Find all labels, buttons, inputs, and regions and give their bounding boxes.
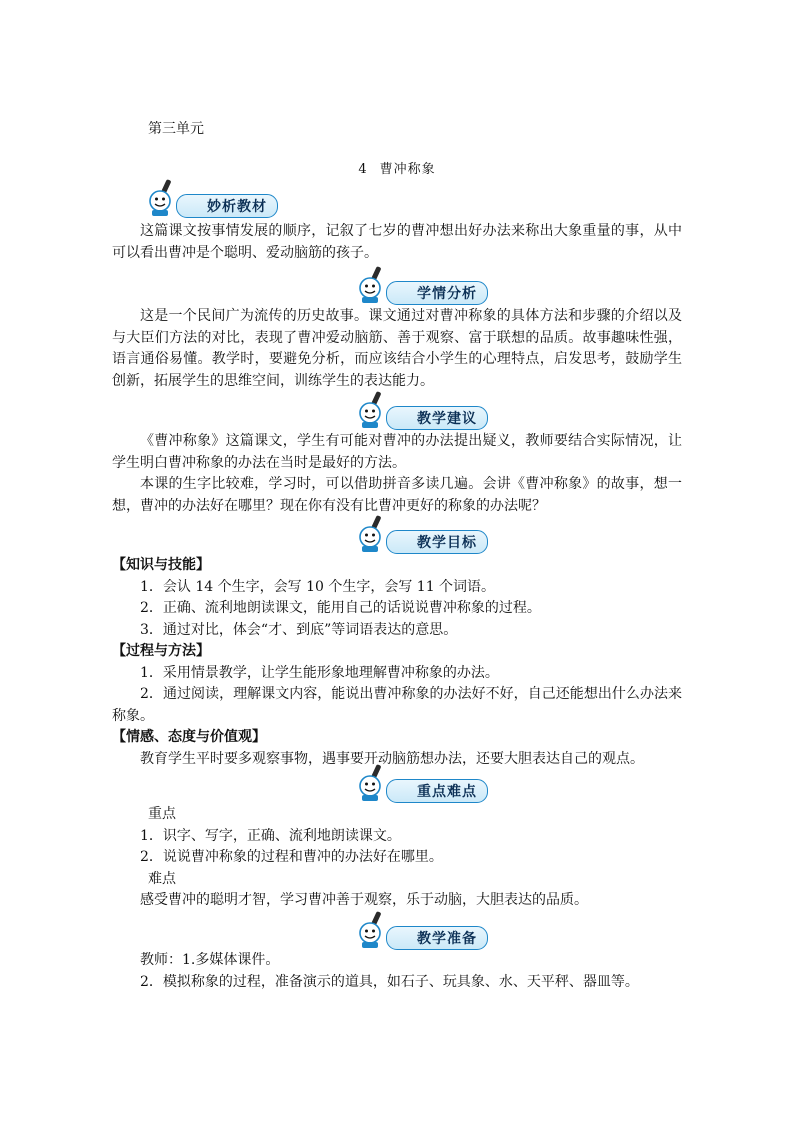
goals-process-item: 1．采用情景教学，让学生能形象地理解曹冲称象的办法。 (140, 664, 499, 681)
section-badge-prep (356, 910, 488, 950)
hard-text: 感受曹冲的聪明才智，学习曹冲善于观察，乐于动脑，大胆表达的品质。 (140, 892, 588, 908)
section-title-advice: 教学建议 (386, 406, 488, 430)
key-item: 1．识字、写字，正确、流利地朗读课文。 (140, 827, 401, 844)
unit-label: 第三单元 (148, 121, 204, 137)
section-title-analysis: 妙析教材 (176, 194, 278, 218)
section-badge-keypoints (356, 763, 488, 803)
goals-knowledge-item: 3．通过对比，体会“才、到底”等词语表达的意思。 (140, 621, 458, 638)
section-title-prep: 教学准备 (386, 926, 488, 950)
goals-knowledge-header: 【知识与技能】 (112, 557, 210, 573)
students-text: 这是一个民间广为流传的历史故事。课文通过对曹冲称象的具体方法和步骤的介绍以及与大臣们方法的对比，表现了曹冲爱动脑筋、善于观察、富于联想的品质。故事趣味性强，语言通俗易懂。教学时，要避免分析，而应该结合小学生的心理特点，启发思考，鼓励学生创新，拓展学生的思维空间，训练学生的表达能力。 (112, 308, 682, 389)
section-badge-analysis (146, 178, 278, 218)
section-badge-students (356, 265, 488, 305)
section-title-students: 学情分析 (386, 281, 488, 305)
advice-paragraph-1: 《曹冲称象》这篇课文，学生有可能对曹冲的办法提出疑义，教师要结合实际情况，让学生明白曹冲称象的办法在当时是最好的方法。 (112, 433, 682, 471)
analysis-text: 这篇课文按事情发展的顺序，记叙了七岁的曹冲想出好办法来称出大象重量的事，从中可以看出曹冲是个聪明、爱动脑筋的孩子。 (112, 223, 682, 261)
goals-emotion-text: 教育学生平时要多观察事物，遇事要开动脑筋想办法，还要大胆表达自己的观点。 (140, 750, 644, 767)
prep-item: 教师：1.多媒体课件。 (140, 952, 280, 968)
section-badge-goals (356, 514, 488, 554)
pencil-mascot-icon (146, 178, 180, 218)
goals-knowledge-item: 2．正确、流利地朗读课文，能用自己的话说说曹冲称象的过程。 (140, 600, 541, 616)
section-title-keypoints: 重点难点 (386, 779, 488, 803)
advice-paragraph-2: 本课的生字比较难，学习时，可以借助拼音多读几遍。会讲《曹冲称象》的故事，想一想，曹冲的办法好在哪里？现在你有没有比曹冲更好的称象的办法呢？ (112, 476, 682, 514)
section-badge-advice (356, 390, 488, 430)
goals-process-item: 2．通过阅读，理解课文内容，能说出曹冲称象的办法好不好，自己还能想出什么办法来称象。 (112, 686, 682, 724)
hard-label: 难点 (148, 870, 176, 887)
goals-process-header: 【过程与方法】 (112, 643, 210, 659)
pencil-mascot-icon (356, 763, 390, 803)
prep-item: 2．模拟称象的过程，准备演示的道具，如石子、玩具象、水、天平秤、器皿等。 (140, 973, 639, 990)
goals-knowledge-item: 1．会认 14 个生字，会写 10 个生字，会写 11 个词语。 (140, 578, 496, 595)
pencil-mascot-icon (356, 910, 390, 950)
key-item: 2．说说曹冲称象的过程和曹冲的办法好在哪里。 (140, 849, 443, 865)
key-label: 重点 (148, 806, 176, 822)
pencil-mascot-icon (356, 514, 390, 554)
lesson-title (0, 158, 794, 177)
lesson-number: 4 (358, 162, 368, 177)
lesson-name: 曹冲称象 (379, 162, 436, 177)
goals-emotion-header: 【情感、态度与价值观】 (112, 729, 266, 745)
pencil-mascot-icon (356, 390, 390, 430)
section-title-goals: 教学目标 (386, 530, 488, 554)
pencil-mascot-icon (356, 265, 390, 305)
